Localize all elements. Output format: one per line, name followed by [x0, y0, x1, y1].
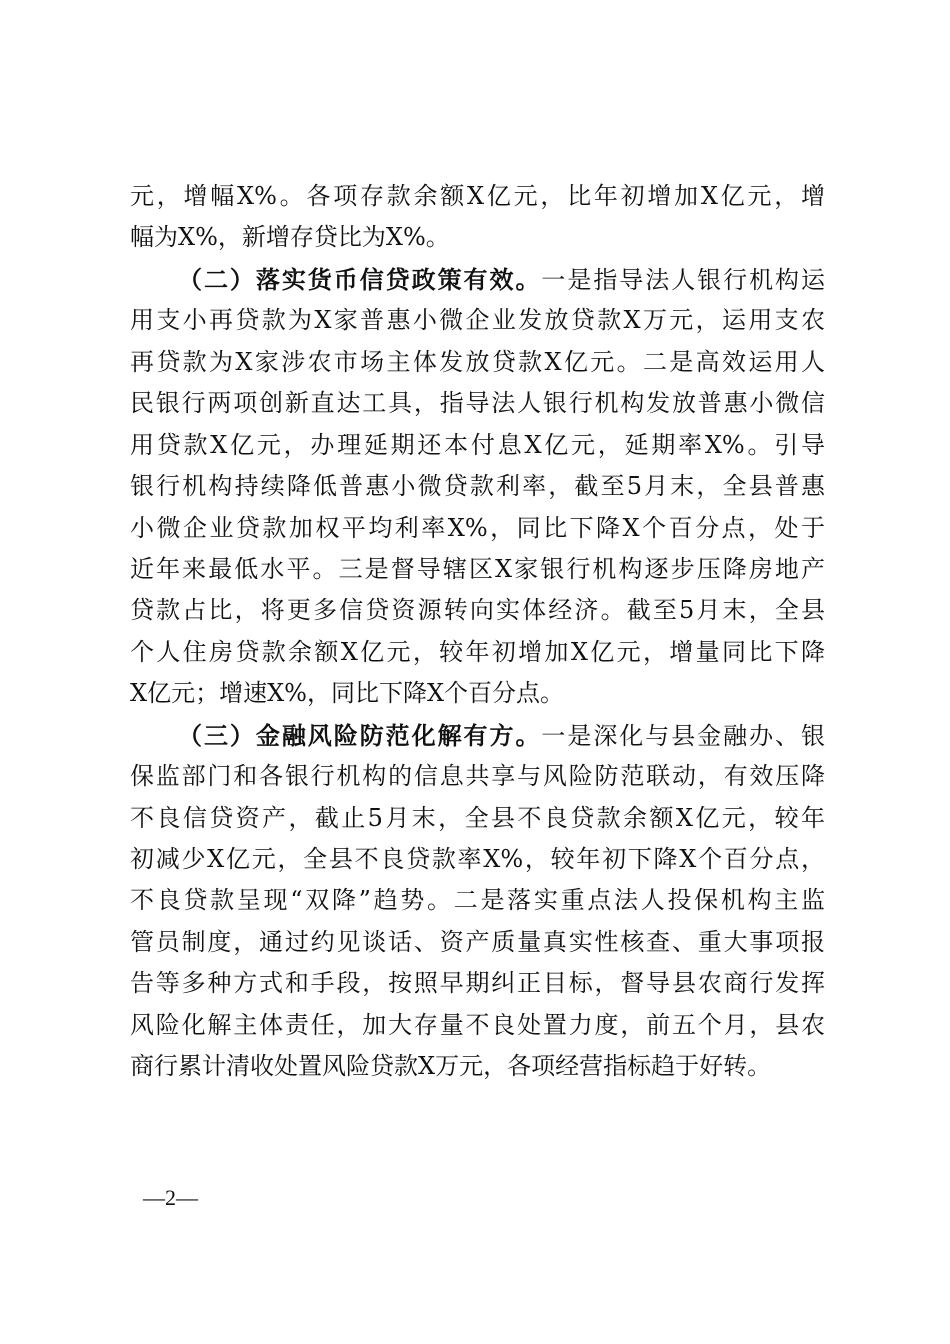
paragraph-1-line-2: 幅为X%，新增存贷比为X%。: [130, 223, 450, 252]
paragraph-2-line: 银行机构持续降低普惠小微贷款利率，截至5月末，全县普惠: [130, 472, 825, 501]
paragraph-3-line: 不良贷款呈现“双降”趋势。二是落实重点法人投保机构主监: [130, 886, 825, 915]
paragraph-3-line: 告等多种方式和手段，按照早期纠正目标，督导县农商行发挥: [130, 969, 825, 998]
paragraph-3-line: 风险化解主体责任，加大存量不良处置力度，前五个月，县农: [130, 1010, 825, 1039]
paragraph-2-line: 用支小再贷款为X家普惠小微企业发放贷款X万元，运用支农: [130, 306, 825, 335]
section-heading-3: （三）金融风险防范化解有方。: [178, 720, 542, 750]
paragraph-2-line: 民银行两项创新直达工具，指导法人银行机构发放普惠小微信: [130, 389, 825, 418]
body-text: [130, 176, 825, 1088]
paragraph-2-line: 近年来最低水平。三是督导辖区X家银行机构逐步压降房地产: [130, 554, 825, 583]
paragraph-3-line: 保监部门和各银行机构的信息共享与风险防范联动，有效压降: [130, 762, 825, 791]
paragraph-2-line: 再贷款为X家涉农市场主体发放贷款X亿元。二是高效运用人: [130, 347, 825, 376]
page-number: —2—: [143, 1185, 198, 1210]
paragraph-3-line: 商行累计清收处置风险贷款X万元，各项经营指标趋于好转。: [130, 1052, 772, 1081]
paragraph-2-first-line-text: 一是指导法人银行机构运: [541, 265, 826, 294]
paragraph-3-line: 初减少X亿元，全县不良贷款率X%，较年初下降X个百分点，: [130, 845, 825, 873]
paragraph-2-line: 用贷款X亿元，办理延期还本付息X亿元，延期率X%。引导: [130, 430, 825, 459]
paragraph-2-line: X亿元；增速X%，同比下降X个百分点。: [130, 679, 565, 708]
paragraph-3-first-line: [130, 715, 825, 756]
paragraph-3-line: 管员制度，通过约见谈话、资产质量真实性核查、重大事项报: [130, 927, 825, 956]
paragraph-3-line: 不良信贷资产，截止5月末，全县不良贷款余额X亿元，较年: [130, 803, 825, 832]
paragraph-2-first-line: [130, 259, 825, 300]
paragraph-2-line: 小微企业贷款加权平均利率X%，同比下降X个百分点，处于: [130, 513, 825, 542]
paragraph-1-line-1: 元，增幅X%。各项存款余额X亿元，比年初增加X亿元，增: [130, 182, 825, 210]
paragraph-2-line: 个人住房贷款余额X亿元，较年初增加X亿元，增量同比下降: [130, 637, 825, 666]
paragraph-2-line: 贷款占比，将更多信贷资源转向实体经济。截至5月末，全县: [130, 596, 825, 625]
paragraph-3-first-line-text: 一是深化与县金融办、银: [541, 721, 826, 750]
section-heading-2: （二）落实货币信贷政策有效。: [178, 264, 542, 294]
